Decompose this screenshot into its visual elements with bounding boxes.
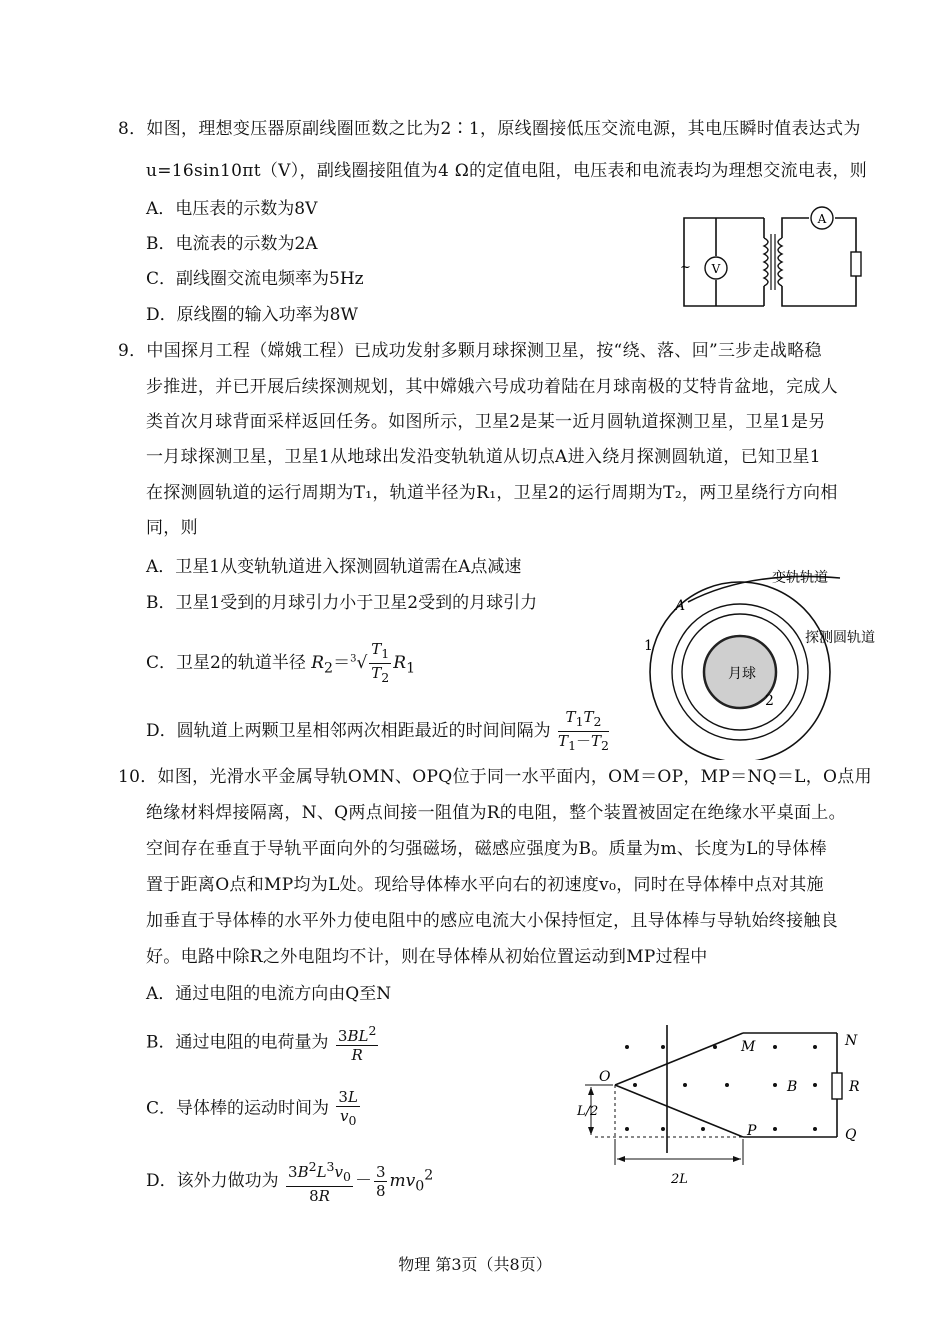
q10-rail-figure [575,1025,875,1195]
q8-option-a: A．电压表的示数为8V [146,199,318,219]
q9-line-5: 在探测圆轨道的运行周期为T₁，轨道半径为R₁，卫星2的运行周期为T₂，两卫星绕行方向相 [146,483,838,503]
field-b-label: B [787,1079,798,1095]
q9-option-d [146,708,611,755]
point-m-label: M [741,1039,756,1055]
rail-om [615,1033,743,1085]
sat1-label: 1 [644,638,653,654]
moon-label: 月球 [728,666,756,682]
rail-op [615,1085,743,1137]
q10-option-d-formula-2: $\frac{3}{8}$ [375,1163,386,1200]
voltmeter-label: V [711,262,721,276]
resistor-icon [851,252,861,276]
transfer-orbit-label: 变轨轨道 [772,570,828,586]
q10-option-d: D．该外力做功为 $\frac{3B^2L^3v_0}{8R}$ － $\frac{3}{8}$ $mv_0^2$ [146,1159,434,1205]
q8-option-d: D．原线圈的输入功率为8W [146,305,358,325]
q10-option-c-text: C．导体棒的运动时间为 [146,1098,330,1119]
q9-option-d-formula: $\frac{T_1T_2}{T_1-T_2}$ [558,708,609,753]
point-o-label: O [599,1069,611,1085]
q9-line-2: 步推进，并已开展后续探测规划，其中嫦娥六号成功着陆在月球南极的艾特肯盆地，完成人 [146,377,838,397]
two-l-label: 2L [671,1172,688,1187]
q9-line-3: 类首次月球背面采样返回任务。如图所示，卫星2是某一近月圆轨道探测卫星，卫星1是另 [146,412,826,432]
q10-option-d-formula-1: $\frac{3B^2L^3v_0}{8R}$ [288,1159,351,1205]
q8-line-2: u=16sin10πt（V），副线圈接阻值为4 Ω的定值电阻，电压表和电流表均为理想交流电表，则 [146,161,868,181]
q10-line-1: 10．如图，光滑水平金属导轨OMN、OPQ位于同一水平面内，OM＝OP，MP＝NQ＝L，O点用 [118,767,872,787]
point-n-label: N [845,1033,858,1049]
ac-source-icon: ~ [680,260,691,275]
q8-option-c: C．副线圈交流电频率为5Hz [146,269,364,289]
q10-option-c-formula: $\frac{3L}{v_0}$ [338,1088,358,1128]
half-l-label: L/2 [577,1104,599,1119]
q10-option-b-text: B．通过电阻的电荷量为 [146,1032,329,1053]
q8-transformer-figure [676,200,876,310]
q10-line-5: 加垂直于导体棒的水平外力使电阻中的感应电流大小保持恒定，且导体棒与导轨始终接触良 [146,911,838,931]
resistor-r-icon [832,1073,842,1099]
q10-line-6: 好。电路中除R之外电阻均不计，则在导体棒从初始位置运动到MP过程中 [146,947,708,967]
detection-orbit-label: 探测圆轨道 [805,630,875,646]
q9-line-1: 9．中国探月工程（嫦娥工程）已成功发射多颗月球探测卫星，按“绕、落、回”三步走战略稳 [118,341,822,361]
q10-line-3: 空间存在垂直于导轨平面向外的匀强磁场，磁感应强度为B。质量为m、长度为L的导体棒 [146,839,827,859]
q9-option-c-formula: $R_2=^3√$ $\frac{T_1}{T_2}$ $R_1$ [311,640,416,685]
q10-option-b-formula: $\frac{3BL^2}{R}$ [337,1023,377,1064]
q8-line-1: 8．如图，理想变压器原副线圈匝数之比为2∶1，原线圈接低压交流电源，其电压瞬时值表达式为 [118,119,861,139]
q10-line-2: 绝缘材料焊接隔离，N、Q两点间接一阻值为R的电阻，整个装置被固定在绝缘水平桌面上。 [146,803,846,823]
point-q-label: Q [845,1127,857,1143]
q9-option-c [146,640,415,687]
resistor-r-label: R [849,1079,860,1095]
q9-line-4: 一月球探测卫星，卫星1从地球出发沿变轨轨道从切点A进入绕月探测圆轨道，已知卫星1 [146,447,821,467]
q10-option-a: A．通过电阻的电流方向由Q至N [146,984,392,1004]
q10-option-d-text: D．该外力做功为 [146,1171,279,1191]
q10-line-4: 置于距离O点和MP均为L处。现给导体棒水平向右的初速度v₀，同时在导体棒中点对其施 [146,875,824,895]
q10-option-c [146,1088,362,1130]
q9-option-a: A．卫星1从变轨轨道进入探测圆轨道需在A点减速 [146,557,522,577]
q9-line-6: 同，则 [146,518,198,538]
page-footer: 物理 第3页（共8页） [398,1255,552,1274]
sat2-label: 2 [765,693,774,709]
q9-option-b: B．卫星1受到的月球引力小于卫星2受到的月球引力 [146,593,538,613]
q9-option-c-text: C．卫星2的轨道半径 [146,653,306,673]
q8-option-b: B．电流表的示数为2A [146,234,318,254]
point-p-label: P [747,1123,757,1139]
point-a-label: A [675,598,686,614]
ammeter-label: A [817,212,827,226]
q10-option-b [146,1022,380,1064]
q9-orbit-figure [640,560,900,760]
q9-option-d-text: D．圆轨道上两颗卫星相邻两次相距最近的时间间隔为 [146,721,551,741]
